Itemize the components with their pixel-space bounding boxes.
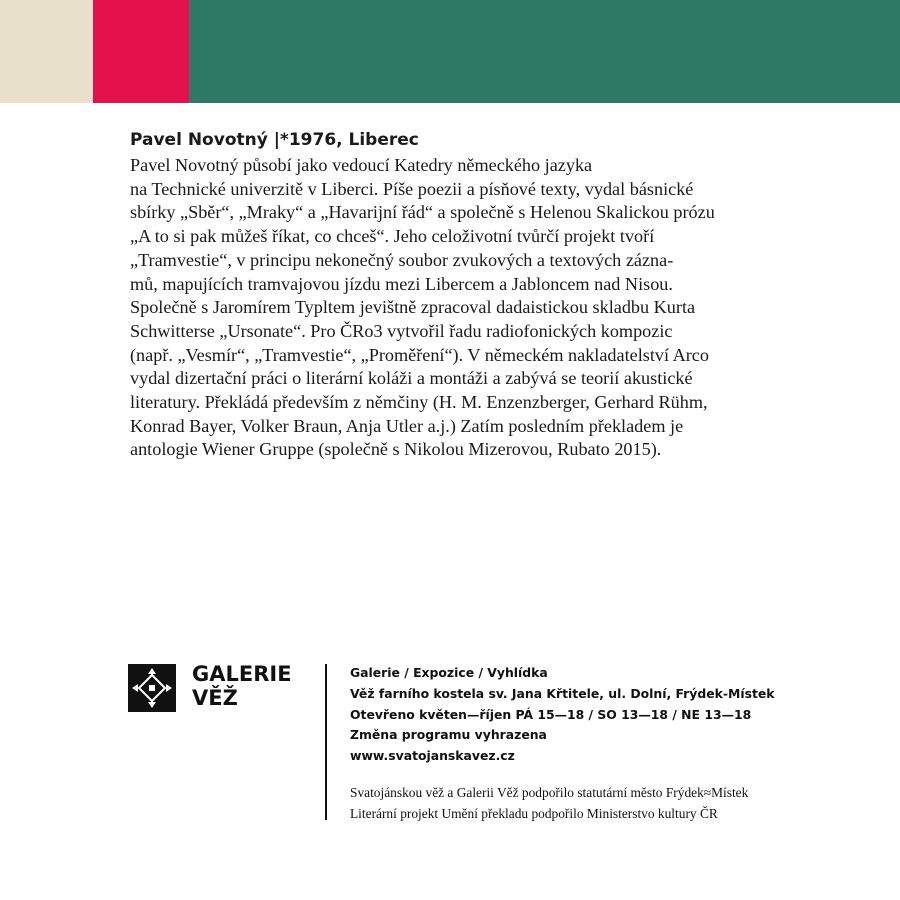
venue-address: Věž farního kostela sv. Jana Křtitele, ul. Dolní, Frýdek-Místek: [350, 685, 775, 701]
bio-line: Konrad Bayer, Volker Braun, Anja Utler a.j.) Zatím posledním překladem je: [130, 415, 684, 436]
bio-body: [130, 154, 830, 462]
bio-line: mů, mapujících tramvajovou jízdu mezi Libercem a Jabloncem nad Nisou.: [130, 273, 673, 294]
bio-line: (např. „Vesmír“, „Tramvestie“, „Proměření“). V německém nakladatelství Arco: [130, 344, 709, 365]
bio-line: sbírky „Sběr“, „Mraky“ a „Havarijní řád“ a společně s Helenou Skalickou prózu: [130, 202, 715, 223]
logo-text-line1: GALERIE: [192, 662, 292, 686]
logo-wordmark: [192, 662, 292, 710]
vertical-divider: [325, 664, 327, 820]
bio-line: „Tramvestie“, v principu nekonečný soubor zvukových a textových zázna-: [130, 249, 674, 270]
bio-line: antologie Wiener Gruppe (společně s Nikolou Mizerovou, Rubato 2015).: [130, 439, 662, 460]
bio-line: Společně s Jaromírem Typltem jevištně zpracoval dadaistickou skladbu Kurta: [130, 297, 696, 318]
bio-line: na Technické univerzitě v Liberci. Píše poezii a písňové texty, vydal básnické: [130, 178, 694, 199]
bio-line: Schwitterse „Ursonate“. Pro ČRo3 vytvořil řadu radiofonických kompozic: [130, 320, 673, 341]
website-link[interactable]: www.svatojanskavez.cz: [350, 748, 515, 764]
color-band-beige: [0, 0, 93, 103]
bio-line: literatury. Překládá především z němčiny (H. M. Enzenzberger, Gerhard Rühm,: [130, 392, 708, 413]
bio-section: [130, 128, 830, 462]
color-band-green: [189, 0, 900, 103]
bio-heading: Pavel Novotný |*1976, Liberec: [130, 130, 419, 150]
support-credits: [350, 782, 748, 824]
galerie-vez-logo-icon: [128, 664, 176, 712]
bio-line: „A to si pak můžeš říkat, co chceš“. Jeho celoživotní tvůrčí projekt tvoří: [130, 226, 655, 247]
venue-type: Galerie / Expozice / Vyhlídka: [350, 665, 548, 680]
support-line-ministry: Literární projekt Umění překladu podpořilo Ministerstvo kultury ČR: [350, 806, 718, 821]
venue-info: [350, 663, 775, 767]
color-band-red: [93, 0, 189, 103]
support-line-city: Svatojánskou věž a Galerii Věž podpořilo statutární město Frýdek≈Místek: [350, 785, 749, 800]
opening-hours: Otevřeno květen—říjen PÁ 15—18 / SO 13—18 / NE 13—18: [350, 706, 752, 722]
bio-line: vydal dizertační práci o literární koláži a montáži a zabývá se teorií akustické: [130, 368, 693, 389]
logo-text-line2: VĚŽ: [192, 686, 238, 710]
program-note: Změna programu vyhrazena: [350, 727, 547, 743]
bio-line: Pavel Novotný působí jako vedoucí Katedry německého jazyka: [130, 155, 593, 175]
